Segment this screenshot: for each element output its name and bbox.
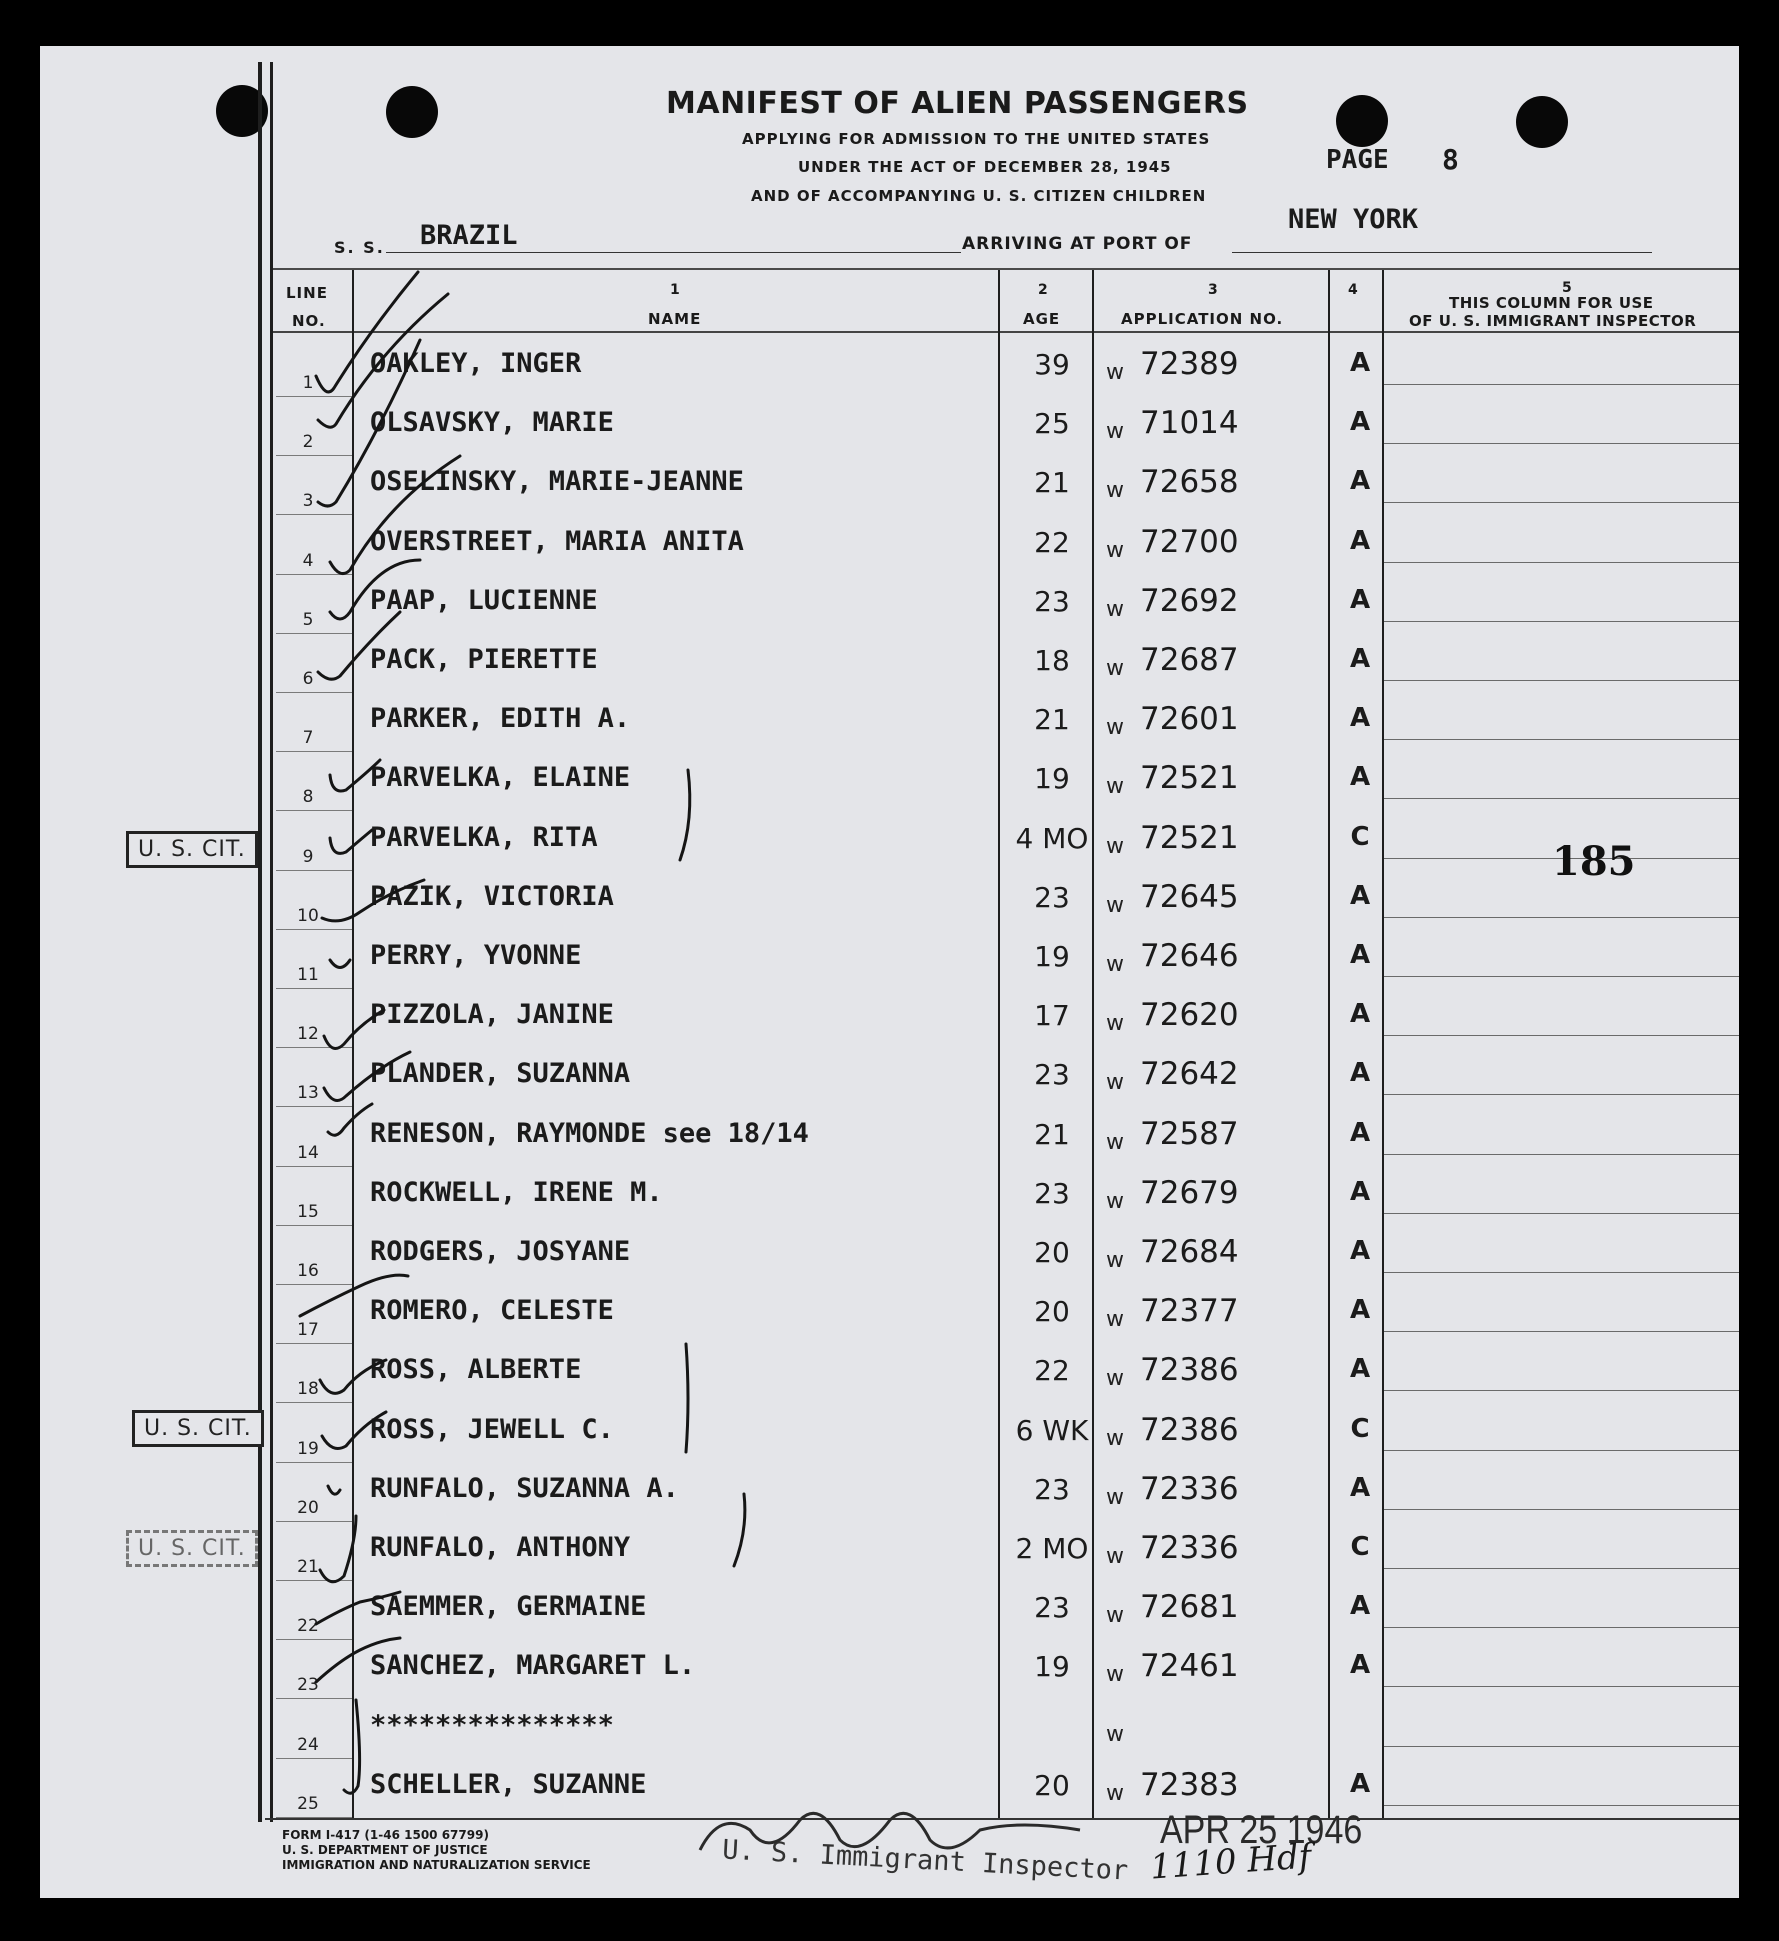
table-row xyxy=(0,693,1739,752)
application-prefix: w xyxy=(1106,774,1124,800)
application-prefix: w xyxy=(1106,1544,1124,1569)
line-number: 12 xyxy=(297,1024,319,1045)
line-number: 10 xyxy=(297,905,319,926)
passenger-name: *************** xyxy=(370,1709,614,1741)
inspector-column-rule xyxy=(1384,562,1739,563)
table-row xyxy=(0,1344,1739,1403)
header-line-2: UNDER THE ACT OF DECEMBER 28, 1945 xyxy=(798,158,1172,176)
classification-code: A xyxy=(1349,1650,1371,1681)
inspector-column-rule xyxy=(1384,1509,1739,1510)
table-row xyxy=(0,1640,1739,1699)
application-prefix: w xyxy=(1106,1307,1124,1333)
classification-code: A xyxy=(1349,1295,1371,1326)
application-number: 72687 xyxy=(1140,642,1239,678)
col-name-number: 1 xyxy=(670,282,680,298)
application-number: 72587 xyxy=(1140,1115,1239,1152)
inspector-column-rule xyxy=(1384,1035,1739,1036)
port-underline xyxy=(1232,252,1652,253)
application-prefix: w xyxy=(1106,419,1124,445)
classification-code: A xyxy=(1349,703,1371,734)
application-number: 72461 xyxy=(1140,1648,1239,1685)
passenger-name: PIZZOLA, JANINE xyxy=(370,999,614,1031)
passenger-name: SAEMMER, GERMAINE xyxy=(370,1591,647,1623)
table-row xyxy=(0,812,1739,871)
passenger-name: PAAP, LUCIENNE xyxy=(370,584,598,616)
table-row xyxy=(0,338,1739,397)
line-number: 18 xyxy=(297,1379,319,1400)
line-number: 5 xyxy=(302,609,314,630)
application-prefix: w xyxy=(1106,1188,1124,1214)
line-number: 15 xyxy=(297,1201,319,1222)
application-prefix: w xyxy=(1106,1484,1124,1510)
port-name: NEW YORK xyxy=(1288,204,1419,235)
line-number: 7 xyxy=(302,728,314,749)
line-number: 17 xyxy=(297,1320,319,1341)
application-prefix: w xyxy=(1106,892,1124,918)
inspector-column-rule xyxy=(1384,798,1739,799)
application-prefix: w xyxy=(1106,1603,1124,1629)
passenger-name: SCHELLER, SUZANNE xyxy=(370,1768,647,1800)
passenger-name: ROSS, JEWELL C. xyxy=(370,1413,614,1445)
classification-code: A xyxy=(1349,1354,1371,1385)
date-stamp: APR 25 1946 xyxy=(1160,1808,1363,1852)
inspector-column-rule xyxy=(1384,680,1739,681)
us-citizen-stamp: U. S. CIT. xyxy=(132,1410,264,1447)
service: IMMIGRATION AND NATURALIZATION SERVICE xyxy=(282,1858,591,1872)
classification-code: A xyxy=(1349,584,1371,615)
classification-code: A xyxy=(1349,940,1371,970)
inspector-column-rule xyxy=(1384,1390,1739,1391)
application-number: 71014 xyxy=(1140,405,1239,442)
application-number: 72684 xyxy=(1140,1234,1239,1270)
application-number: 72681 xyxy=(1140,1589,1239,1626)
table-row xyxy=(0,575,1739,634)
col-5-heading-2: OF U. S. IMMIGRANT INSPECTOR xyxy=(1409,312,1697,330)
application-number: 72601 xyxy=(1140,701,1239,738)
ss-label: S. S. xyxy=(334,238,385,257)
col-name-heading: NAME xyxy=(648,310,702,328)
line-number: 16 xyxy=(297,1261,319,1281)
application-number: 72642 xyxy=(1140,1056,1239,1093)
classification-code: A xyxy=(1349,348,1371,378)
passenger-name: OSELINSKY, MARIE-JEANNE xyxy=(370,466,744,498)
line-number: 24 xyxy=(297,1734,319,1755)
col-age-number: 2 xyxy=(1038,282,1048,298)
inspector-column-rule xyxy=(1384,1154,1739,1155)
line-number: 9 xyxy=(302,846,314,867)
table-row xyxy=(0,752,1739,811)
passenger-name: RUNFALO, ANTHONY xyxy=(370,1532,631,1563)
passenger-name: RODGERS, JOSYANE xyxy=(370,1236,631,1267)
classification-code: C xyxy=(1350,821,1370,852)
passenger-age: 18 xyxy=(1034,644,1070,677)
application-number: 72336 xyxy=(1140,1470,1239,1507)
inspector-column-rule xyxy=(1384,1686,1739,1687)
inspector-column-rule xyxy=(1384,1272,1739,1273)
department: U. S. DEPARTMENT OF JUSTICE xyxy=(282,1843,488,1857)
line-number: 20 xyxy=(297,1497,319,1518)
inspector-column-rule xyxy=(1384,384,1739,385)
passenger-age: 25 xyxy=(1034,407,1070,441)
application-number: 72679 xyxy=(1140,1174,1239,1211)
application-prefix: w xyxy=(1106,656,1124,681)
application-prefix: w xyxy=(1106,952,1124,977)
application-number: 72389 xyxy=(1140,346,1239,382)
line-number: 2 xyxy=(302,432,314,453)
table-row xyxy=(0,1048,1739,1107)
arriving-label: ARRIVING AT PORT OF xyxy=(962,234,1193,254)
application-prefix: w xyxy=(1106,833,1124,859)
ship-underline xyxy=(386,252,961,253)
line-number: 6 xyxy=(302,669,314,689)
line-number: 11 xyxy=(297,965,319,985)
punch-hole xyxy=(386,86,438,138)
passenger-name: ROMERO, CELESTE xyxy=(370,1295,614,1327)
punch-hole xyxy=(1336,95,1388,147)
passenger-name: PARVELKA, RITA xyxy=(370,821,598,853)
passenger-name: RENESON, RAYMONDE see 18/14 xyxy=(370,1117,809,1149)
classification-code: A xyxy=(1349,762,1371,793)
passenger-name: PARVELKA, ELAINE xyxy=(370,762,631,794)
passenger-name: ROSS, ALBERTE xyxy=(370,1354,582,1386)
us-citizen-stamp: U. S. CIT. xyxy=(126,1530,258,1567)
inspector-column-rule xyxy=(1384,1805,1739,1806)
table-header-rule xyxy=(273,331,1739,333)
classification-code: A xyxy=(1349,644,1371,674)
classification-code: A xyxy=(1349,466,1371,497)
passenger-age: 19 xyxy=(1034,940,1070,973)
passenger-age: 21 xyxy=(1034,1117,1070,1151)
passenger-age: 19 xyxy=(1034,762,1070,796)
application-prefix: w xyxy=(1106,1129,1124,1155)
application-number: 72700 xyxy=(1140,523,1239,560)
passenger-age: 23 xyxy=(1034,880,1070,914)
passenger-age: 39 xyxy=(1034,348,1070,381)
manifest-title: MANIFEST OF ALIEN PASSENGERS xyxy=(666,86,1249,121)
table-row xyxy=(0,1226,1739,1285)
classification-code: A xyxy=(1349,1176,1371,1207)
application-number: 72521 xyxy=(1140,819,1239,856)
application-prefix: w xyxy=(1106,1366,1124,1392)
classification-code: A xyxy=(1349,407,1371,438)
application-prefix: w xyxy=(1106,1425,1124,1451)
application-number: 72386 xyxy=(1140,1352,1239,1389)
inspector-column-rule xyxy=(1384,1746,1739,1747)
table-row xyxy=(0,634,1739,693)
passenger-age: 21 xyxy=(1034,703,1070,737)
inspector-column-rule xyxy=(1384,1094,1739,1095)
application-prefix: w xyxy=(1106,1662,1124,1688)
inspector-column-rule xyxy=(1384,1568,1739,1569)
classification-code: A xyxy=(1349,525,1371,556)
passenger-age: 23 xyxy=(1034,1058,1070,1092)
form-number: FORM I-417 (1-46 1500 67799) xyxy=(282,1828,489,1842)
inspector-column-rule xyxy=(1384,739,1739,740)
application-prefix: w xyxy=(1106,537,1124,563)
passenger-name: SANCHEZ, MARGARET L. xyxy=(370,1650,696,1682)
table-row xyxy=(0,989,1739,1048)
line-number: 4 xyxy=(302,550,314,571)
line-number: 25 xyxy=(297,1793,319,1814)
col-app-number: 3 xyxy=(1208,282,1218,298)
ship-name: BRAZIL xyxy=(420,220,518,251)
application-number: 72692 xyxy=(1140,582,1239,619)
passenger-age: 20 xyxy=(1034,1295,1070,1329)
passenger-age: 4 MO xyxy=(1015,821,1089,855)
classification-code: A xyxy=(1349,1591,1371,1622)
col-app-heading: APPLICATION NO. xyxy=(1121,310,1284,328)
passenger-age: 23 xyxy=(1034,584,1070,618)
table-top-rule xyxy=(273,268,1739,270)
passenger-age: 23 xyxy=(1034,1591,1070,1625)
line-number: 23 xyxy=(297,1675,319,1696)
inspector-label: U. S. Immigrant Inspector xyxy=(721,1834,1129,1887)
inspector-column-rule xyxy=(1384,1627,1739,1628)
application-prefix: w xyxy=(1106,1721,1124,1747)
table-row xyxy=(0,1522,1739,1581)
passenger-age: 22 xyxy=(1034,525,1070,559)
table-row xyxy=(0,930,1739,989)
line-number: 19 xyxy=(297,1438,319,1459)
application-number: 72336 xyxy=(1140,1530,1239,1566)
inspector-column-rule xyxy=(1384,1331,1739,1332)
inspector-column-rule xyxy=(1384,917,1739,918)
passenger-name: OLSAVSKY, MARIE xyxy=(370,407,614,439)
passenger-age: 20 xyxy=(1034,1768,1070,1802)
application-number: 72646 xyxy=(1140,938,1239,974)
application-prefix: w xyxy=(1106,1780,1124,1806)
classification-code: A xyxy=(1349,1768,1371,1799)
us-citizen-stamp: U. S. CIT. xyxy=(126,831,258,868)
inspector-column-rule xyxy=(1384,976,1739,977)
application-prefix: w xyxy=(1106,715,1124,741)
col-age-heading: AGE xyxy=(1023,310,1061,328)
handwritten-annotation: 1110 Hdf xyxy=(1148,1836,1313,1888)
inspector-column-rule xyxy=(1384,1450,1739,1451)
application-prefix: w xyxy=(1106,360,1124,385)
col-5-heading-1: THIS COLUMN FOR USE xyxy=(1449,294,1654,312)
application-prefix: w xyxy=(1106,1011,1124,1037)
inspector-column-rule xyxy=(1384,1213,1739,1214)
passenger-name: PAZIK, VICTORIA xyxy=(370,880,614,912)
application-number: 72521 xyxy=(1140,760,1239,797)
line-number: 14 xyxy=(297,1142,319,1163)
classification-code: C xyxy=(1350,1532,1370,1562)
classification-code: C xyxy=(1350,1413,1370,1444)
table-row xyxy=(0,1700,1739,1759)
passenger-age: 23 xyxy=(1034,1176,1070,1210)
passenger-name: OVERSTREET, MARIA ANITA xyxy=(370,525,744,557)
table-row xyxy=(0,397,1739,456)
header-line-1: APPLYING FOR ADMISSION TO THE UNITED STATES xyxy=(742,130,1211,148)
passenger-age: 20 xyxy=(1034,1236,1070,1269)
passenger-age: 6 WK xyxy=(1015,1413,1089,1447)
inspector-column-rule xyxy=(1384,443,1739,444)
application-number: 72386 xyxy=(1140,1411,1239,1448)
table-row xyxy=(0,1108,1739,1167)
line-number: 8 xyxy=(302,787,314,808)
passenger-age: 22 xyxy=(1034,1354,1070,1388)
passenger-age: 17 xyxy=(1034,999,1070,1033)
col-line-heading-top: LINE xyxy=(286,284,328,302)
punch-hole xyxy=(1516,96,1568,148)
classification-code: A xyxy=(1349,1472,1371,1503)
inspector-count: 185 xyxy=(1552,838,1636,885)
table-row xyxy=(0,871,1739,930)
passenger-age: 2 MO xyxy=(1015,1532,1089,1565)
application-number: 72377 xyxy=(1140,1293,1239,1330)
passenger-age: 21 xyxy=(1034,466,1070,500)
classification-code: A xyxy=(1349,1117,1371,1148)
application-prefix: w xyxy=(1106,1248,1124,1273)
table-row xyxy=(0,456,1739,515)
classification-code: A xyxy=(1349,1236,1371,1266)
header-line-3: AND OF ACCOMPANYING U. S. CITIZEN CHILDREN xyxy=(751,187,1207,205)
passenger-name: PARKER, EDITH A. xyxy=(370,703,631,735)
passenger-age: 23 xyxy=(1034,1472,1070,1506)
passenger-name: PLANDER, SUZANNA xyxy=(370,1058,631,1090)
col-5-number: 5 xyxy=(1562,280,1572,296)
line-number: 21 xyxy=(297,1557,319,1577)
passenger-name: PACK, PIERETTE xyxy=(370,644,598,675)
line-number: 1 xyxy=(302,373,314,393)
application-prefix: w xyxy=(1106,1070,1124,1096)
line-number: 3 xyxy=(302,491,314,512)
passenger-name: PERRY, YVONNE xyxy=(370,940,582,971)
col-4-number: 4 xyxy=(1348,282,1358,298)
application-prefix: w xyxy=(1106,596,1124,622)
table-row xyxy=(0,1167,1739,1226)
application-prefix: w xyxy=(1106,478,1124,504)
application-number: 72620 xyxy=(1140,997,1239,1034)
passenger-name: ROCKWELL, IRENE M. xyxy=(370,1176,663,1208)
page-label: PAGE xyxy=(1326,145,1389,175)
passenger-name: OAKLEY, INGER xyxy=(370,348,582,379)
table-row xyxy=(0,1285,1739,1344)
passenger-age: 19 xyxy=(1034,1650,1070,1684)
line-number: 22 xyxy=(297,1616,319,1637)
col-line-heading-bottom: NO. xyxy=(292,312,326,330)
inspector-column-rule xyxy=(1384,502,1739,503)
inspector-signature xyxy=(680,1790,1100,1880)
inspector-column-rule xyxy=(1384,621,1739,622)
application-number: 72658 xyxy=(1140,464,1239,501)
application-number: 72645 xyxy=(1140,878,1239,915)
passenger-name: RUNFALO, SUZANNA A. xyxy=(370,1472,679,1504)
page-number: 8 xyxy=(1442,143,1459,176)
classification-code: A xyxy=(1349,1058,1371,1089)
classification-code: A xyxy=(1349,880,1371,911)
table-row xyxy=(0,1581,1739,1640)
line-number: 13 xyxy=(297,1083,319,1104)
classification-code: A xyxy=(1349,999,1371,1030)
table-row xyxy=(0,1463,1739,1522)
table-row xyxy=(0,516,1739,575)
application-number: 72383 xyxy=(1140,1766,1239,1803)
